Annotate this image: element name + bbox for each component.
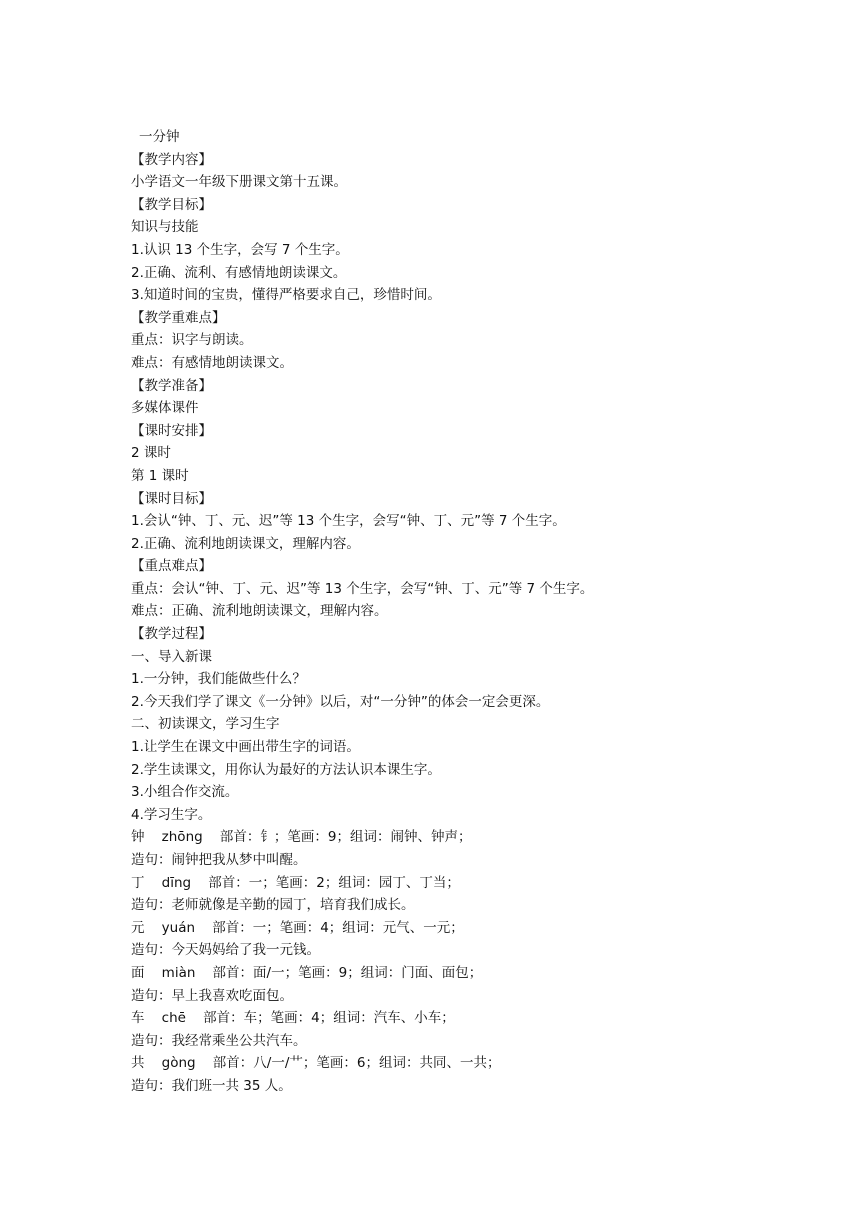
- text-line: 4.学习生字。: [131, 806, 212, 823]
- heading-teaching-process: 【教学过程】: [131, 626, 212, 643]
- heading-preparation: 【教学准备】: [131, 377, 212, 394]
- example-sentence: 造句：今天妈妈给了我一元钱。: [131, 942, 320, 959]
- character-entry: 丁 dīng 部首：一；笔画：2；组词：园丁、丁当；: [131, 874, 460, 891]
- text-line: 1.一分钟，我们能做些什么？: [131, 671, 306, 688]
- heading-schedule: 【课时安排】: [131, 422, 212, 439]
- section-heading: 一、导入新课: [131, 648, 212, 665]
- text-line: 3.知道时间的宝贵，懂得严格要求自己，珍惜时间。: [131, 287, 441, 304]
- text-line: 知识与技能: [131, 219, 199, 236]
- heading-lesson-goals: 【课时目标】: [131, 490, 212, 507]
- text-line: 3.小组合作交流。: [131, 784, 239, 801]
- text-line: 1.让学生在课文中画出带生字的词语。: [131, 739, 360, 756]
- text-line: 2.正确、流利地朗读课文，理解内容。: [131, 535, 360, 552]
- text-line: 难点：有感情地朗读课文。: [131, 354, 293, 371]
- text-line: 2.今天我们学了课文《一分钟》以后，对“一分钟”的体会一定会更深。: [131, 693, 550, 710]
- text-line: 重点：会认“钟、丁、元、迟”等 13 个生字，会写“钟、丁、元”等 7 个生字。: [131, 580, 594, 597]
- text-line: 多媒体课件: [131, 400, 199, 417]
- character-entry: 元 yuán 部首：一；笔画：4；组词：元气、一元；: [131, 919, 464, 936]
- heading-key-difficult-points: 【教学重难点】: [131, 309, 226, 326]
- text-line: 小学语文一年级下册课文第十五课。: [131, 174, 347, 191]
- document-title: 一分钟: [139, 129, 180, 145]
- text-line: 1.认识 13 个生字，会写 7 个生字。: [131, 241, 349, 258]
- example-sentence: 造句：早上我喜欢吃面包。: [131, 987, 293, 1004]
- document-body: [131, 149, 860, 1098]
- text-line: 第 1 课时: [131, 467, 189, 484]
- text-line: 2.学生读课文，用你认为最好的方法认识本课生字。: [131, 761, 441, 778]
- example-sentence: 造句：闹钟把我从梦中叫醒。: [131, 852, 307, 868]
- text-line: 1.会认“钟、丁、元、迟”等 13 个生字，会写“钟、丁、元”等 7 个生字。: [131, 513, 566, 530]
- text-line: 2.正确、流利、有感情地朗读课文。: [131, 264, 347, 281]
- heading-key-points: 【重点难点】: [131, 558, 212, 575]
- text-line: 重点：识字与朗读。: [131, 332, 253, 349]
- character-entry: 共 gòng 部首：八/一/艹；笔画：6；组词：共同、一共；: [131, 1055, 501, 1072]
- text-line: 难点：正确、流利地朗读课文，理解内容。: [131, 603, 388, 620]
- character-entry: 钟 zhōng 部首：钅；笔画：9；组词：闹钟、钟声；: [131, 829, 472, 846]
- character-entry: 车 chē 部首：车；笔画：4；组词：汽车、小车；: [131, 1010, 455, 1027]
- heading-teaching-content: 【教学内容】: [131, 151, 212, 168]
- section-heading: 二、初读课文，学习生字: [131, 716, 280, 733]
- example-sentence: 造句：我们班一共 35 人。: [131, 1077, 292, 1094]
- example-sentence: 造句：老师就像是辛勤的园丁，培育我们成长。: [131, 897, 415, 914]
- character-entry: 面 miàn 部首：面/一；笔画：9；组词：门面、面包；: [131, 964, 483, 981]
- text-line: 2 课时: [131, 445, 171, 462]
- heading-teaching-goals: 【教学目标】: [131, 196, 212, 213]
- example-sentence: 造句：我经常乘坐公共汽车。: [131, 1032, 307, 1049]
